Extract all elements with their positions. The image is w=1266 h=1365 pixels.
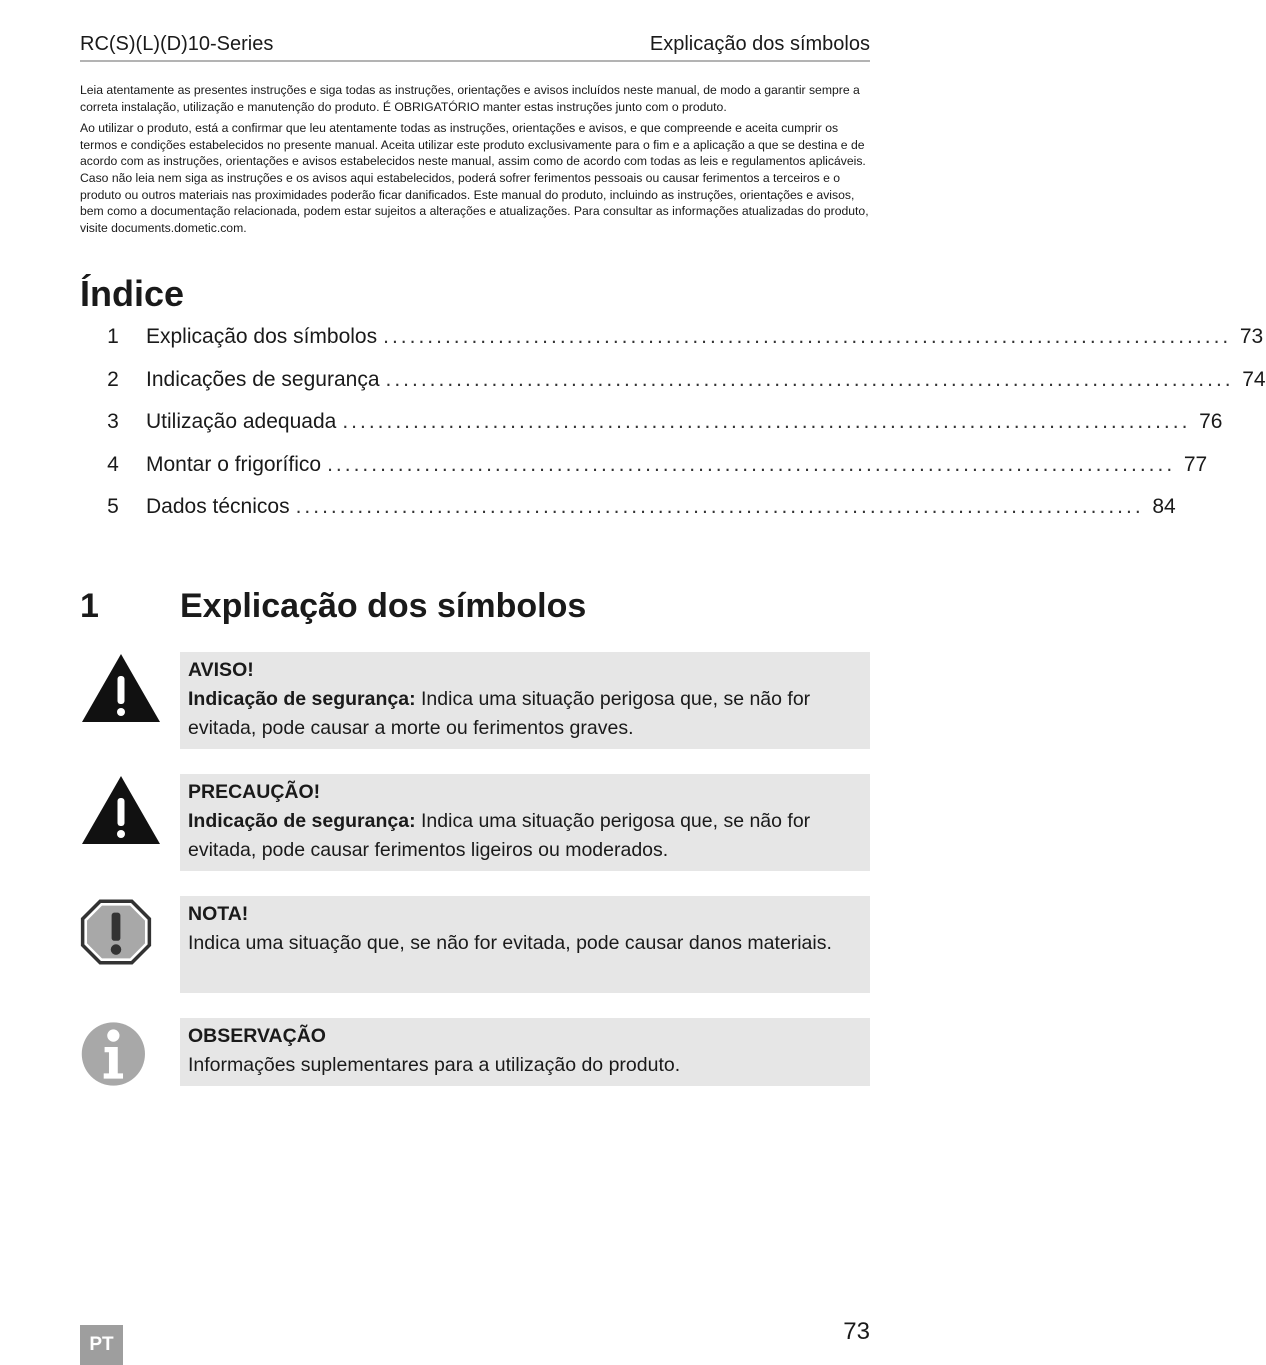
notice-text: Indica uma situação perigosa que, se não for evitada, pode causar ferimentos ligeiros ou moderados.	[188, 810, 811, 861]
notice-label: PRECAUÇÃO!	[188, 781, 321, 803]
toc-entry-title: Montar o frigorífico	[146, 452, 322, 476]
toc-entry-number: 1	[107, 325, 119, 348]
toc-entry-number: 5	[107, 495, 119, 518]
intro-text	[80, 82, 872, 241]
toc-entry-title: Utilização adequada	[146, 410, 337, 433]
notice-observation-box	[180, 1018, 870, 1086]
section-number: 1	[80, 587, 99, 625]
header-product-title: RC(S)(L)(D)10-Series	[80, 33, 274, 55]
toc-entry-page: 84	[1152, 495, 1176, 518]
notice-octagon-icon	[80, 896, 152, 968]
notice-text: Indica uma situação que, se não for evitada, pode causar danos materiais.	[188, 932, 832, 954]
toc-entry[interactable]	[80, 325, 1264, 368]
section-heading	[80, 582, 870, 630]
toc-dot-leader: ................................................................................................	[295, 495, 1144, 518]
toc-entry-title: Explicação dos símbolos	[146, 325, 378, 348]
toc-dot-leader: ................................................................................................	[383, 325, 1232, 348]
intro-paragraph-1: Leia atentamente as presentes instruções e siga todas as instruções, orientações e avisos incluídos neste manual, de modo a garantir sempre a correta instalação, utilização e manutenção do produto. É OBRIGATÓRIO manter estas instruções junto com o produto.	[80, 83, 860, 114]
caution-triangle-icon	[80, 774, 162, 850]
toc-entry-page: 73	[1239, 325, 1264, 348]
page-number: 73	[843, 1318, 870, 1345]
notice-warning-box	[180, 652, 870, 749]
toc-dot-leader: ................................................................................................	[385, 367, 1234, 391]
notice-lead: Indicação de segurança:	[188, 688, 416, 710]
toc-entry-page: 77	[1183, 452, 1208, 476]
language-tab: PT	[80, 1325, 123, 1365]
toc-entry[interactable]	[80, 495, 1176, 538]
toc-dot-leader: ................................................................................................	[327, 452, 1176, 476]
header-section-title: Explicação dos símbolos	[649, 33, 870, 55]
toc-entry-number: 4	[107, 452, 119, 476]
toc-entry-number: 2	[107, 367, 119, 391]
notice-text: Indica uma situação perigosa que, se não for evitada, pode causar a morte ou ferimentos graves.	[188, 688, 811, 739]
toc-entry[interactable]	[80, 367, 1266, 411]
toc-entry-page: 74	[1242, 367, 1266, 391]
warning-triangle-icon	[80, 652, 162, 728]
intro-paragraph-2: Ao utilizar o produto, está a confirmar que leu atentamente todas as instruções, orientações e avisos, e que compreende e aceita cumprir os termos e condições estabelecidos no presente manual. Aceita utilizar este produto exclusivamente para o fim e a aplicação a que se destina e de acordo com as instruções, orientações e avisos estabelecidos neste manual, assim como de acordo com todas as leis e regulamentos aplicáveis. Caso não leia nem siga as instruções e os avisos aqui estabelecidos, poderá sofrer ferimentos pessoais ou causar ferimentos a terceiros e o produto ou outros materiais nas proximidades poderão ficar danificados. Este manual do produto, incluindo as instruções, orientações e avisos, bem como a documentação relacionada, podem estar sujeitos a alterações e atualizações. Para consultar as informações atualizadas do produto, visite documents.dometic.com.	[80, 121, 869, 235]
toc-entry[interactable]	[80, 452, 1208, 496]
toc-entry-title: Dados técnicos	[146, 495, 290, 518]
toc-entry-number: 3	[107, 410, 119, 433]
table-of-contents	[80, 325, 1266, 538]
info-circle-icon	[80, 1018, 152, 1090]
notice-note-box	[180, 896, 870, 993]
notice-text: Informações suplementares para a utilização do produto.	[188, 1054, 681, 1076]
notice-label: OBSERVAÇÃO	[188, 1025, 326, 1047]
notice-caution-box	[180, 774, 870, 871]
section-title: Explicação dos símbolos	[180, 587, 587, 625]
toc-entry-page: 76	[1199, 410, 1223, 433]
toc-entry[interactable]	[80, 410, 1223, 453]
notice-label: AVISO!	[188, 659, 254, 681]
toc-entry-title: Indicações de segurança	[146, 367, 380, 391]
toc-dot-leader: ................................................................................................	[342, 410, 1191, 433]
notice-label: NOTA!	[188, 903, 249, 925]
page-header	[80, 32, 870, 62]
notice-lead: Indicação de segurança:	[188, 810, 416, 832]
toc-title: Índice	[80, 273, 185, 314]
